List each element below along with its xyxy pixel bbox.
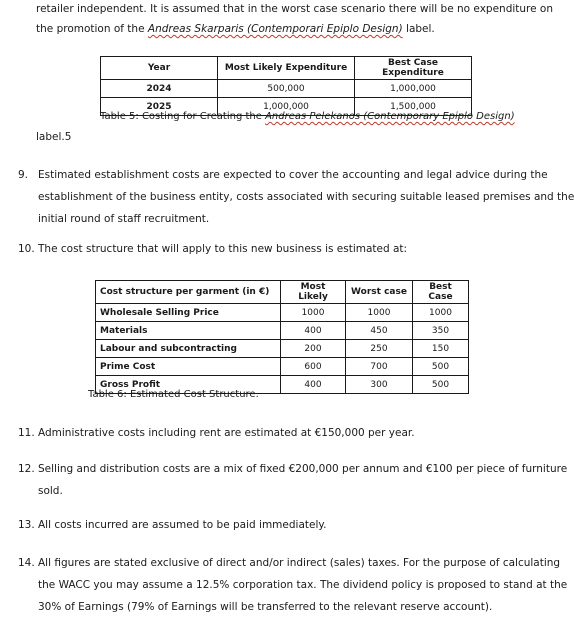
table-row	[96, 358, 469, 376]
table-cell: 700	[346, 358, 413, 376]
list-item-number: 12.	[18, 463, 35, 475]
list-item-14	[18, 552, 567, 618]
table-header-cell: Year	[101, 57, 218, 80]
table-cell: Labour and subcontracting	[96, 340, 281, 358]
table-5-caption-prefix: Table 5: Costing for Creating the	[100, 111, 266, 122]
table-cell: 200	[281, 340, 346, 358]
list-item-line: Selling and distribution costs are a mix of fixed €200,000 per annum and €100 per piece of furniture	[38, 463, 568, 475]
table-cell: 600	[281, 358, 346, 376]
list-item-number: 9.	[18, 169, 29, 181]
table-row	[96, 304, 469, 322]
table-cell: 1,000,000	[355, 80, 472, 98]
list-item-line: the WACC you may assume a 12.5% corporation tax. The dividend policy is proposed to stand at the	[38, 579, 568, 591]
table-row	[96, 340, 469, 358]
table-header-cell: Best Case Expenditure	[355, 57, 472, 80]
table-cell: 1000	[413, 304, 469, 322]
list-item-number: 13.	[18, 519, 35, 531]
table-cell: 250	[346, 340, 413, 358]
intro-paragraph	[36, 0, 553, 40]
list-item-9	[18, 164, 574, 230]
table-cell: Gross Profit	[96, 376, 281, 394]
list-item-number: 10.	[18, 243, 35, 255]
intro-line-2-prefix: the promotion of the	[36, 23, 148, 35]
table-cell: 150	[413, 340, 469, 358]
table-header-row	[96, 281, 469, 304]
intro-brand-name: Andreas Skarparis (Contemporari Epiplo Design)	[147, 23, 403, 35]
table-5-caption	[100, 110, 515, 124]
table-cell: Materials	[96, 322, 281, 340]
table-header-cell: Cost structure per garment (in €)	[96, 281, 281, 304]
table-cell: 1000	[346, 304, 413, 322]
list-item-line: The cost structure that will apply to this new business is estimated at:	[38, 243, 408, 255]
list-item-line: Estimated establishment costs are expected to cover the accounting and legal advice during the	[38, 169, 548, 181]
table-header-cell: Most Likely	[281, 281, 346, 304]
table-5-caption-brand: Andreas Pelekanos (Contemporary Epiplo Design)	[265, 111, 515, 122]
list-item-line: sold.	[38, 485, 63, 497]
table-5-costing	[100, 56, 472, 116]
table-cell: 1,500,000	[355, 98, 472, 116]
table-row	[96, 322, 469, 340]
list-item-line: initial round of staff recruitment.	[38, 213, 210, 225]
table-cell: 400	[281, 322, 346, 340]
list-item-13	[18, 514, 326, 536]
table-cell: Prime Cost	[96, 358, 281, 376]
table-cell: 2025	[101, 98, 218, 116]
table-cell: 500	[413, 358, 469, 376]
table-row	[101, 80, 472, 98]
table-cell: 2024	[101, 80, 218, 98]
table-cell: 300	[346, 376, 413, 394]
table-header-cell: Most Likely Expenditure	[218, 57, 355, 80]
table-cell: 450	[346, 322, 413, 340]
intro-line-1: retailer independent. It is assumed that in the worst case scenario there will be no expenditure on	[36, 3, 554, 15]
list-item-line: establishment of the business entity, costs associated with securing suitable leased premises and the	[38, 191, 574, 203]
list-item-12	[18, 458, 567, 502]
list-item-line: All costs incurred are assumed to be paid immediately.	[38, 519, 327, 531]
intro-line-2-suffix: label.	[402, 23, 435, 35]
table-header-row	[101, 57, 472, 80]
list-item-number: 11.	[18, 427, 35, 439]
table-cell: 350	[413, 322, 469, 340]
list-item-10	[18, 238, 407, 260]
list-item-number: 14.	[18, 557, 35, 569]
table-cell: 400	[281, 376, 346, 394]
table-6-caption: Table 6: Estimated Cost Structure.	[88, 389, 259, 400]
table-cell: 500	[413, 376, 469, 394]
intro-line-2	[36, 18, 553, 40]
table-cell: 1000	[281, 304, 346, 322]
table-6-cost-structure	[95, 280, 469, 394]
table-cell: 1,000,000	[218, 98, 355, 116]
table-cell: 500,000	[218, 80, 355, 98]
list-item-11	[18, 422, 415, 444]
list-item-line: All figures are stated exclusive of direct and/or indirect (sales) taxes. For the purpose of calculating	[38, 557, 561, 569]
list-item-line: 30% of Earnings (79% of Earnings will be transferred to the relevant reserve account).	[38, 601, 493, 613]
list-item-line: Administrative costs including rent are estimated at €150,000 per year.	[38, 427, 415, 439]
stray-label: label.5	[36, 131, 72, 143]
table-cell: Wholesale Selling Price	[96, 304, 281, 322]
table-header-cell: Best Case	[413, 281, 469, 304]
table-header-cell: Worst case	[346, 281, 413, 304]
